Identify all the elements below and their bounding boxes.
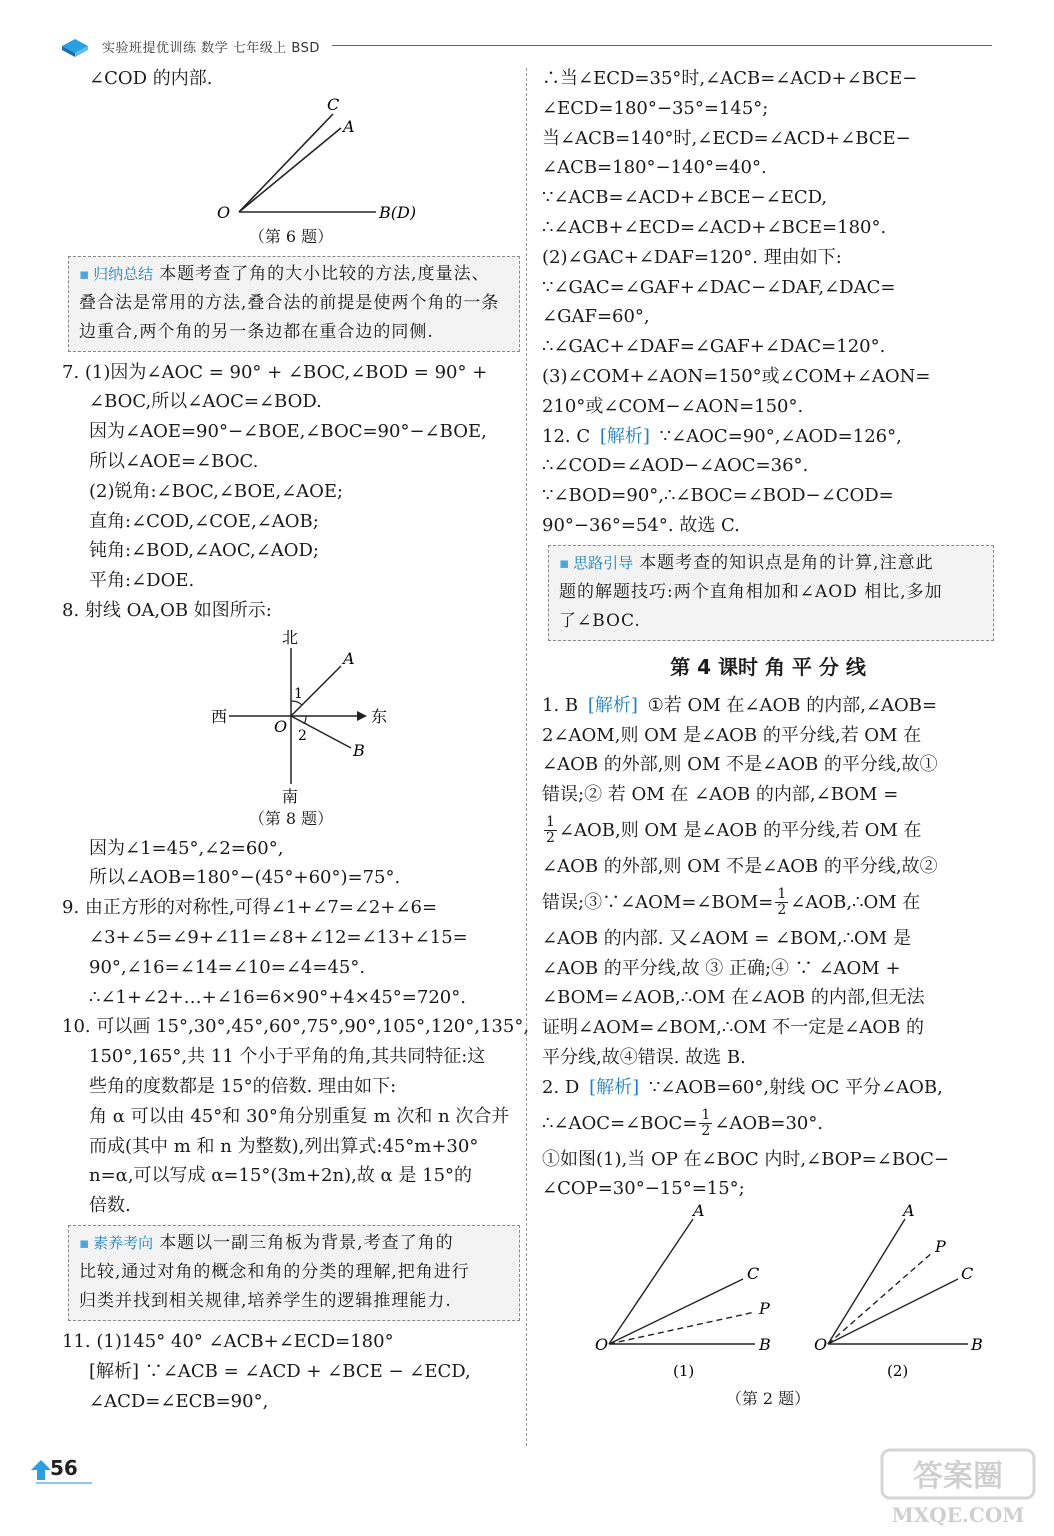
svg-text:O: O bbox=[595, 1335, 609, 1355]
text-line: ∠BOC,所以∠AOC=∠BOD. bbox=[89, 391, 322, 413]
text-line: 所以∠AOB=180°−(45°+60°)=75°. bbox=[89, 867, 401, 889]
text-line: ∠AOB 的内部. 又∠AOM = ∠BOM,∴OM 是 bbox=[542, 927, 911, 949]
figure-8-diagram bbox=[161, 626, 421, 804]
svg-text:MXQE.COM: MXQE.COM bbox=[891, 1503, 1025, 1527]
svg-text:A: A bbox=[343, 648, 355, 668]
svg-text:A: A bbox=[693, 1204, 705, 1221]
svg-text:C: C bbox=[747, 1264, 760, 1284]
text-line: (2)∠GAC+∠DAF=120°. 理由如下: bbox=[542, 246, 842, 268]
text-line: ∠ECD=180°−35°=145°; bbox=[542, 97, 769, 119]
text-line: 直角:∠COD,∠COE,∠AOB; bbox=[89, 510, 319, 532]
text-line: 90°−36°=54°. 故选 C. bbox=[542, 514, 740, 536]
note-tag: ▪ 素养考向 bbox=[79, 1234, 153, 1252]
text-line: 9. 由正方形的对称性,可得∠1+∠7=∠2+∠6= bbox=[62, 897, 438, 919]
svg-text:B: B bbox=[759, 1335, 771, 1355]
svg-text:(2): (2) bbox=[887, 1362, 909, 1381]
text-line: ∠BOM=∠AOB,∴OM 在∠AOB 的内部,但无法 bbox=[542, 987, 925, 1009]
text-line: ∴∠ACB+∠ECD=∠ACD+∠BCE=180°. bbox=[542, 216, 887, 238]
figure-caption: （第 8 题） bbox=[248, 808, 334, 828]
text-line: [解析] ∵∠ACB = ∠ACD + ∠BCE − ∠ECD, bbox=[89, 1360, 471, 1382]
text-line: ∠ACD=∠ECB=90°, bbox=[89, 1390, 269, 1412]
svg-text:东: 东 bbox=[371, 706, 388, 726]
text-line: 所以∠AOE=∠BOC. bbox=[89, 450, 259, 472]
svg-text:北: 北 bbox=[282, 627, 299, 647]
text-line: 10. 可以画 15°,30°,45°,60°,75°,90°,105°,120°,135°, bbox=[62, 1016, 530, 1038]
text-line bbox=[542, 1103, 994, 1145]
book-logo-icon bbox=[60, 36, 90, 58]
answer-label: 2. D bbox=[542, 1076, 580, 1098]
note-text: 归类并找到相关规律,培养学生的逻辑推理能力. bbox=[79, 1290, 452, 1311]
note-text: 边重合,两个角的另一条边都在重合边的同侧. bbox=[79, 321, 434, 342]
text-line: 证明∠AOM=∠BOM,∴OM 不一定是∠AOB 的 bbox=[542, 1017, 925, 1039]
text-line: 些角的度数都是 15°的倍数. 理由如下: bbox=[89, 1075, 397, 1097]
text-line bbox=[542, 810, 994, 852]
figure-6-diagram bbox=[161, 94, 421, 222]
right-column bbox=[542, 64, 994, 1414]
text-line: 因为∠1=45°,∠2=60°, bbox=[89, 837, 284, 859]
header-title: 实验班提优训练 数学 七年级上 BSD bbox=[102, 41, 320, 56]
answer-label: 1. B bbox=[542, 694, 579, 716]
text-line: 11. (1)145° 40° ∠ACB+∠ECD=180° bbox=[62, 1330, 394, 1352]
svg-text:答案圈: 答案圈 bbox=[913, 1459, 1003, 1494]
analysis-tag: [解析] bbox=[589, 1076, 640, 1098]
text-line: ∠COP=30°−15°=15°; bbox=[542, 1178, 745, 1200]
figure-6 bbox=[62, 94, 520, 252]
text-line: ①如图(1),当 OP 在∠BOC 内时,∠BOP=∠BOC− bbox=[542, 1148, 949, 1170]
answer-text: ∠AOB,则 OM 是∠AOB 的平分线,若 OM 在 bbox=[558, 819, 922, 841]
figure-2-diagram bbox=[553, 1204, 983, 1384]
svg-text:B(D): B(D) bbox=[379, 202, 417, 222]
text-line: ∠AOB 的平分线,故 ③ 正确;④ ∵ ∠AOM + bbox=[542, 957, 901, 979]
note-tag: ▪ 归纳总结 bbox=[79, 265, 153, 283]
svg-text:O: O bbox=[814, 1335, 828, 1355]
answer-text: ∵∠AOB=60°,射线 OC 平分∠AOB, bbox=[648, 1076, 943, 1098]
answer-text: ∴∠AOC=∠BOC= bbox=[542, 1112, 698, 1134]
text-line: ∴∠COD=∠AOD−∠AOC=36°. bbox=[542, 455, 809, 477]
text-line: 因为∠AOE=90°−∠BOE,∠BOC=90°−∠BOE, bbox=[89, 421, 487, 443]
note-text: 题的解题技巧:两个直角相加和∠AOD 相比,多加 bbox=[559, 581, 943, 602]
header-rule bbox=[332, 45, 992, 46]
text-line: ∵∠BOD=90°,∴∠BOC=∠BOD−∠COD= bbox=[542, 485, 894, 507]
svg-text:西: 西 bbox=[211, 706, 228, 726]
svg-text:南: 南 bbox=[282, 786, 299, 804]
note-tag: ▪ 思路引导 bbox=[559, 554, 633, 572]
left-column bbox=[62, 64, 530, 1416]
svg-text:C: C bbox=[327, 94, 340, 114]
competency-note bbox=[68, 1225, 520, 1321]
text-line: (2)锐角:∠BOC,∠BOE,∠AOE; bbox=[89, 480, 344, 502]
text-line: 错误;② 若 OM 在 ∠AOB 的内部,∠BOM = bbox=[542, 784, 899, 806]
answer-text: ∠AOB,∴OM 在 bbox=[790, 891, 921, 913]
text-line: 90°,∠16=∠14=∠10=∠4=45°. bbox=[89, 956, 366, 978]
text-line: 8. 射线 OA,OB 如图所示: bbox=[62, 599, 272, 621]
text-line: ∴当∠ECD=35°时,∠ACB=∠ACD+∠BCE− bbox=[542, 68, 918, 89]
svg-text:B: B bbox=[353, 740, 365, 760]
text-line: ∠AOB 的外部,则 OM 不是∠AOB 的平分线,故② bbox=[542, 855, 938, 877]
answer-text: ①若 OM 在∠AOB 的内部,∠AOB= bbox=[647, 694, 938, 716]
answer-text: ∠AOB=30°. bbox=[714, 1112, 824, 1134]
text-line: ∠COD 的内部. bbox=[89, 68, 213, 89]
fraction: $\frac{1}{2}$ bbox=[777, 886, 787, 919]
note-text: 比较,通过对角的概念和角的分类的理解,把角进行 bbox=[79, 1261, 470, 1282]
summary-note bbox=[68, 256, 520, 352]
text-line: ∠ACB=180°−140°=40°. bbox=[542, 157, 767, 179]
text-line: ∠GAF=60°, bbox=[542, 306, 650, 328]
svg-text:1: 1 bbox=[294, 685, 303, 702]
svg-text:P: P bbox=[759, 1299, 770, 1319]
note-text: 本题考查了角的大小比较的方法,度量法、 bbox=[159, 263, 490, 284]
figure-caption: （第 6 题） bbox=[248, 226, 334, 246]
svg-text:C: C bbox=[961, 1264, 974, 1284]
text-line: ∠AOB 的外部,则 OM 不是∠AOB 的平分线,故① bbox=[542, 754, 938, 776]
text-line: 而成(其中 m 和 n 为整数),列出算式:45°m+30° bbox=[89, 1135, 479, 1157]
answer-text: ∵∠AOC=90°,∠AOD=126°, bbox=[659, 425, 902, 447]
note-text: 了∠BOC. bbox=[559, 610, 641, 631]
note-text: 叠合法是常用的方法,叠合法的前提是使两个角的一条 bbox=[79, 292, 500, 313]
text-line bbox=[542, 422, 994, 452]
text-line: 平角:∠DOE. bbox=[89, 570, 195, 592]
text-line: ∠3+∠5=∠9+∠11=∠8+∠12=∠13+∠15= bbox=[89, 926, 468, 948]
svg-text:B: B bbox=[971, 1335, 983, 1355]
page-header bbox=[0, 0, 1054, 62]
analysis-tag: [解析] bbox=[587, 694, 638, 716]
svg-text:A: A bbox=[343, 116, 355, 136]
answer-text: 错误;③∵∠AOM=∠BOM= bbox=[542, 891, 774, 913]
text-line: ∵∠ACB=∠ACD+∠BCE−∠ECD, bbox=[542, 187, 828, 209]
text-line: ∴∠GAC+∠DAF=∠GAF+∠DAC=120°. bbox=[542, 336, 886, 358]
watermark-logo bbox=[878, 1444, 1038, 1530]
text-line: n=α,可以写成 α=15°(3m+2n),故 α 是 15°的 bbox=[89, 1165, 473, 1187]
lesson-title: 第 4 课时 角 平 分 线 bbox=[670, 654, 866, 679]
analysis-tag: [解析] bbox=[599, 425, 650, 447]
answer-label: 12. C bbox=[542, 425, 591, 447]
text-line bbox=[542, 882, 994, 924]
hint-note bbox=[548, 545, 994, 641]
text-line: (3)∠COM+∠AON=150°或∠COM+∠AON= bbox=[542, 365, 931, 387]
text-line: ∵∠GAC=∠GAF+∠DAC−∠DAF,∠DAC= bbox=[542, 276, 896, 298]
text-line: 150°,165°,共 11 个小于平角的角,其共同特征:这 bbox=[89, 1046, 486, 1068]
figure-2 bbox=[542, 1204, 994, 1414]
text-line: 钝角:∠BOD,∠AOC,∠AOD; bbox=[89, 540, 320, 562]
text-line: 210°或∠COM−∠AON=150°. bbox=[542, 395, 804, 417]
fraction: $\frac{1}{2}$ bbox=[546, 814, 555, 847]
text-line: 平分线,故④错误. 故选 B. bbox=[542, 1046, 746, 1068]
page-number: 56 bbox=[50, 1456, 78, 1480]
text-line: 当∠ACB=140°时,∠ECD=∠ACD+∠BCE− bbox=[542, 127, 911, 149]
svg-text:A: A bbox=[903, 1204, 915, 1221]
svg-text:(1): (1) bbox=[673, 1362, 695, 1381]
figure-8 bbox=[62, 626, 520, 834]
svg-text:O: O bbox=[274, 716, 288, 736]
page-number-underline bbox=[36, 1482, 92, 1484]
note-text: 本题以一副三角板为背景,考查了角的 bbox=[159, 1232, 454, 1253]
text-line: 7. (1)因为∠AOC = 90° + ∠BOC,∠BOD = 90° + bbox=[62, 361, 488, 383]
svg-text:O: O bbox=[217, 202, 231, 222]
page-arrow-icon bbox=[30, 1458, 52, 1482]
fraction: $\frac{1}{2}$ bbox=[701, 1107, 711, 1140]
note-text: 本题考查的知识点是角的计算,注意此 bbox=[639, 552, 934, 573]
text-line: 2∠AOM,则 OM 是∠AOB 的平分线,若 OM 在 bbox=[542, 724, 922, 746]
text-line bbox=[542, 691, 994, 721]
text-line bbox=[542, 1073, 994, 1103]
text-line: 角 α 可以由 45°和 30°角分别重复 m 次和 n 次合并 bbox=[89, 1105, 510, 1127]
svg-text:2: 2 bbox=[298, 727, 307, 744]
figure-caption: （第 2 题） bbox=[725, 1389, 811, 1409]
text-line: 倍数. bbox=[89, 1195, 131, 1217]
svg-text:P: P bbox=[935, 1237, 946, 1257]
column-divider bbox=[526, 68, 527, 1446]
text-line: ∴∠1+∠2+…+∠16=6×90°+4×45°=720°. bbox=[89, 986, 466, 1008]
